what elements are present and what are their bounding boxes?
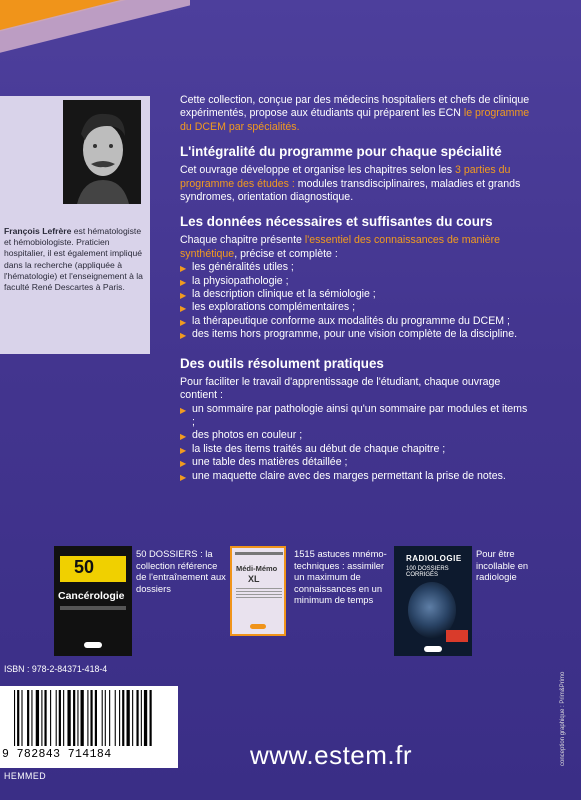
- list-item-text: des photos en couleur ;: [192, 429, 303, 442]
- list-item: [180, 315, 532, 328]
- section1-highlight: 3 parties du programme des études :: [180, 164, 511, 190]
- list-item: [180, 456, 532, 469]
- list-item: [180, 328, 532, 341]
- section1-paragraph: [180, 164, 532, 204]
- barcode-bars: [14, 690, 172, 746]
- list-item-text: les explorations complémentaires ;: [192, 301, 356, 314]
- list-item-text: la liste des items traités au début de chaque chapitre ;: [192, 442, 446, 455]
- book-caption: 1515 astuces mnémo-techniques : assimiler un maximum de connaissances en un minimum de temps: [294, 548, 387, 606]
- section3-list: [180, 403, 532, 483]
- bullet-arrow-icon: ▶: [180, 472, 187, 482]
- section2-paragraph: [180, 234, 532, 261]
- section2-highlight: l'essentiel des connaissances de manière synthétique: [180, 234, 501, 260]
- section2-heading: Les données nécessaires et suffisantes du cours: [180, 214, 493, 230]
- list-item: [180, 301, 532, 314]
- list-item: [180, 275, 532, 288]
- cover-title: RADIOLOGIE: [406, 554, 462, 563]
- website-link[interactable]: www.estem.fr: [250, 740, 413, 770]
- section1-text-before: Cet ouvrage développe et organise les chapitres selon les: [180, 164, 456, 177]
- bullet-arrow-icon: ▶: [180, 317, 187, 327]
- list-item-text: la physiopathologie ;: [192, 274, 289, 287]
- cover-subtitle: 100 DOSSIERS CORRIGÉS: [406, 566, 449, 578]
- list-item: [180, 443, 532, 456]
- bullet-arrow-icon: ▶: [180, 277, 187, 287]
- design-credit: conception graphique : Prim&Primo: [560, 671, 566, 766]
- cover-authors-line: [235, 552, 283, 555]
- author-bio-text: est hématologiste et hémobiologiste. Praticien hospitalier, il est également impliqué dans la recherche (appliquée à l'hématologie) et l'enseignement à la faculté René Descartes à Paris.: [4, 226, 143, 293]
- publisher-code: HEMMED: [4, 771, 47, 781]
- bullet-arrow-icon: ▶: [180, 459, 187, 469]
- barcode-digits: 9 782843 714184: [2, 748, 112, 761]
- section2-text-before: Chaque chapitre présente: [180, 234, 305, 247]
- bullet-arrow-icon: ▶: [180, 331, 187, 341]
- book-cover-radiologie[interactable]: [394, 546, 472, 656]
- bullet-arrow-icon: ▶: [180, 405, 187, 415]
- publisher-logo-icon: [84, 642, 102, 648]
- list-item-text: une table des matières détaillée ;: [192, 456, 348, 469]
- isbn: ISBN : 978-2-84371-418-4: [4, 664, 108, 674]
- book-cover-cancerologie[interactable]: [54, 546, 132, 656]
- list-item-text: des items hors programme, pour une vision complète de la discipline.: [192, 328, 518, 341]
- publisher-logo-icon: [250, 624, 266, 629]
- bullet-arrow-icon: ▶: [180, 264, 187, 274]
- bullet-arrow-icon: ▶: [180, 445, 187, 455]
- list-item-text: la thérapeutique conforme aux modalités du programme du DCEM ;: [192, 314, 510, 327]
- main-text: [180, 94, 532, 483]
- book-caption: 50 DOSSIERS : la collection référence de l'entraînement aux dossiers: [136, 548, 226, 594]
- section3-paragraph: Pour faciliter le travail d'apprentissage de l'étudiant, chaque ouvrage contient :: [180, 375, 501, 402]
- list-item: [180, 403, 532, 430]
- section3-heading: Des outils résolument pratiques: [180, 355, 384, 371]
- bullet-arrow-icon: ▶: [180, 304, 187, 314]
- list-item: [180, 429, 532, 442]
- book-caption: Pour être incollable en radiologie: [476, 548, 529, 583]
- cover-sticker: [446, 630, 468, 642]
- section2-list: [180, 261, 532, 341]
- cover-number: 50: [74, 557, 95, 577]
- cover-band: [60, 556, 126, 582]
- cover-title: Cancérologie: [58, 590, 125, 602]
- list-item: [180, 288, 532, 301]
- cover-subtitle-line: [60, 606, 126, 610]
- corner-decoration: [0, 0, 190, 80]
- bullet-arrow-icon: ▶: [180, 432, 187, 442]
- section1-text-after: modules transdisciplinaires, maladies et grands syndromes, orientation diagnostique.: [180, 177, 521, 204]
- author-photo: [63, 100, 141, 204]
- intro-highlight: le programme du DCEM par spécialités.: [180, 107, 530, 133]
- cover-title-suffix: XL: [248, 574, 260, 584]
- section1-heading: L'intégralité du programme pour chaque spécialité: [180, 144, 502, 160]
- cover-description-lines: [236, 588, 282, 598]
- list-item: [180, 261, 532, 274]
- book-cover-medi-memo[interactable]: [230, 546, 286, 636]
- section2-text-after: , précise et complète :: [234, 247, 338, 260]
- list-item-text: une maquette claire avec des marges permettant la prise de notes.: [192, 469, 506, 482]
- intro-paragraph: [180, 94, 532, 134]
- bullet-arrow-icon: ▶: [180, 291, 187, 301]
- author-name: François Lefrère: [4, 226, 72, 236]
- related-books: [54, 546, 529, 656]
- author-bio: [4, 226, 146, 293]
- list-item-text: la description clinique et la sémiologie ;: [192, 288, 376, 301]
- intro-text: Cette collection, conçue par des médecins hospitaliers et chefs de clinique expérimentés, propose aux étudiants qui préparent les ECN: [180, 94, 530, 120]
- list-item-text: les généralités utiles ;: [192, 261, 294, 274]
- publisher-logo-icon: [424, 646, 442, 652]
- list-item-text: un sommaire par pathologie ainsi qu'un sommaire par modules et items ;: [192, 402, 528, 428]
- list-item: [180, 470, 532, 483]
- cover-title: Médi-Mémo: [236, 564, 278, 573]
- barcode: [0, 686, 178, 768]
